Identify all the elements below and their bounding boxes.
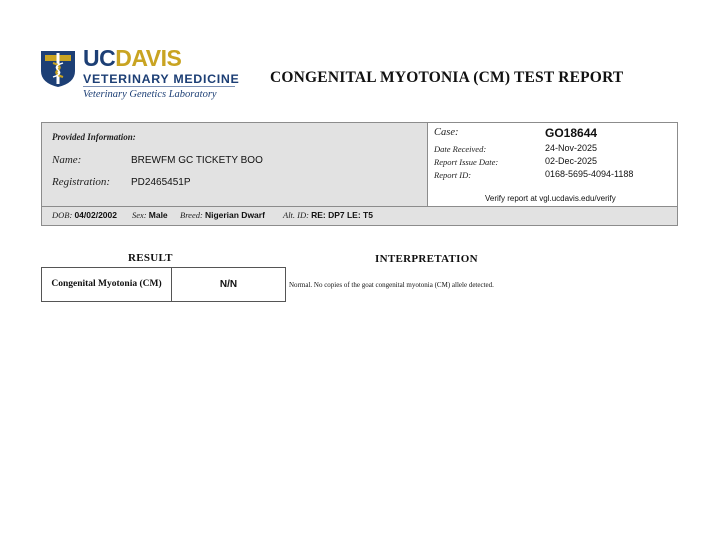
registration-label: Registration: bbox=[52, 176, 111, 188]
result-heading: RESULT bbox=[128, 252, 173, 264]
brand-wordmark bbox=[83, 46, 181, 70]
brand-davis: DAVIS bbox=[115, 45, 182, 71]
case-info-panel bbox=[428, 123, 677, 206]
sex-value: Male bbox=[148, 210, 168, 220]
caduceus-shield-icon bbox=[41, 51, 75, 87]
test-name-cell: Congenital Myotonia (CM) bbox=[42, 268, 172, 301]
issue-date-label: Report Issue Date: bbox=[434, 157, 499, 167]
issue-date-value: 02-Dec-2025 bbox=[545, 156, 598, 166]
alt-id-value: RE: DP7 LE: T5 bbox=[311, 210, 373, 220]
report-id-label: Report ID: bbox=[434, 170, 472, 180]
alt-id-field bbox=[283, 210, 373, 220]
brand-lab: Veterinary Genetics Laboratory bbox=[83, 89, 217, 100]
breed-value: Nigerian Dwarf bbox=[204, 210, 265, 220]
brand-school: VETERINARY MEDICINE bbox=[83, 72, 240, 86]
provided-info-panel bbox=[42, 123, 428, 206]
breed-field bbox=[180, 210, 265, 220]
date-received-value: 24-Nov-2025 bbox=[545, 143, 598, 153]
animal-details-row bbox=[42, 206, 677, 225]
interpretation-text: Normal. No copies of the goat congenital myotonia (CM) allele detected. bbox=[289, 281, 494, 289]
dob-value: 04/02/2002 bbox=[74, 210, 117, 220]
name-label: Name: bbox=[52, 154, 82, 166]
dob-label: DOB: bbox=[52, 210, 73, 220]
genotype-cell: N/N bbox=[219, 279, 238, 290]
brand-divider bbox=[83, 86, 235, 87]
registration-value: PD2465451P bbox=[131, 177, 191, 188]
interpretation-heading: INTERPRETATION bbox=[375, 253, 478, 265]
case-label: Case: bbox=[434, 127, 459, 138]
animal-name: BREWFM GC TICKETY BOO bbox=[131, 155, 263, 166]
verify-link[interactable]: Verify report at vgl.ucdavis.edu/verify bbox=[485, 194, 616, 203]
alt-id-label: Alt. ID: bbox=[283, 210, 309, 220]
dob-field bbox=[52, 210, 117, 220]
report-title: CONGENITAL MYOTONIA (CM) TEST REPORT bbox=[270, 69, 624, 86]
brand-uc: UC bbox=[83, 45, 116, 71]
case-number: GO18644 bbox=[545, 126, 598, 140]
breed-label: Breed: bbox=[180, 210, 203, 220]
date-received-label: Date Received: bbox=[434, 144, 487, 154]
report-id-value: 0168-5695-4094-1188 bbox=[545, 169, 634, 179]
result-table bbox=[41, 267, 286, 302]
ucdavis-vetmed-logo bbox=[41, 45, 241, 104]
info-box bbox=[41, 122, 678, 226]
sex-field bbox=[132, 210, 168, 220]
provided-info-heading: Provided Information: bbox=[52, 132, 136, 142]
sex-label: Sex: bbox=[132, 210, 147, 220]
